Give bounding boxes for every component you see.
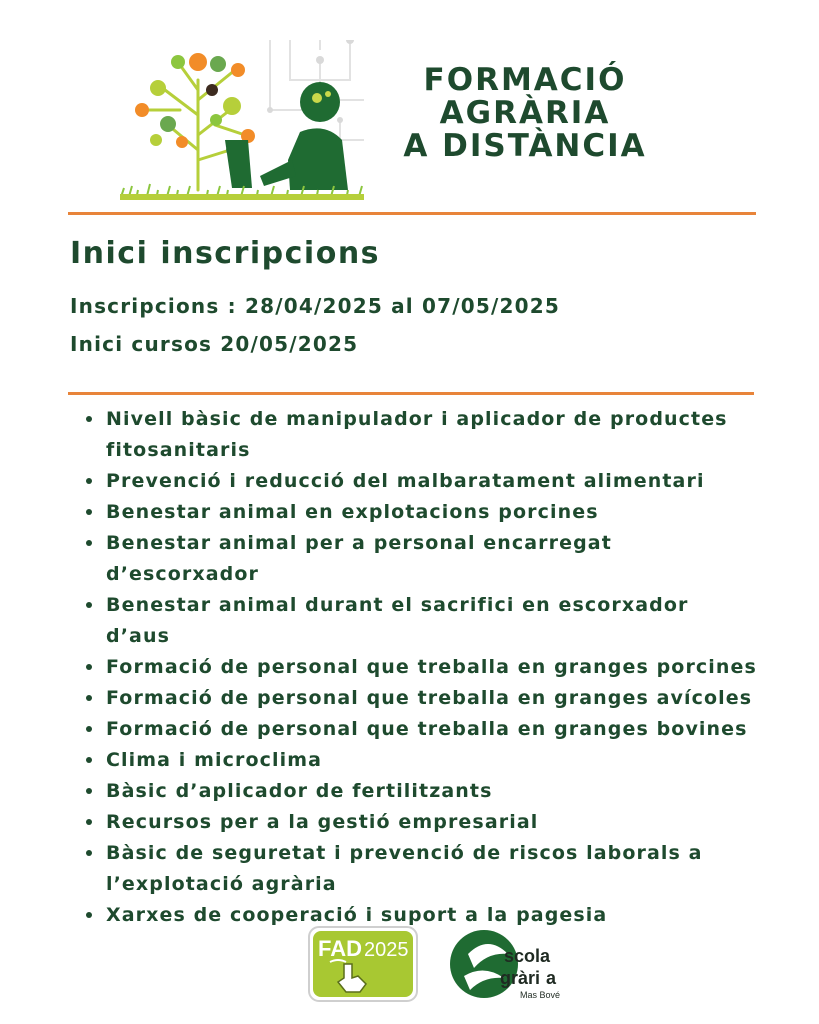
course-list (78, 404, 758, 931)
list-item: Formació de personal que treballa en granges porcines (78, 652, 758, 683)
list-item: Clima i microclima (78, 745, 758, 776)
fad2025-logo (308, 926, 418, 1002)
svg-text:a: a (546, 968, 557, 988)
escola-agraria-logo (448, 924, 564, 1006)
list-item: Benestar animal durant el sacrifici en escorxador d’aus (78, 590, 758, 652)
svg-text:gràri: gràri (500, 968, 541, 988)
list-item: Recursos per a la gestió empresarial (78, 807, 758, 838)
title-line-2: AGRÀRIA (439, 95, 611, 131)
title-line-3: A DISTÀNCIA (403, 128, 647, 164)
list-item: Prevenció i reducció del malbaratament alimentari (78, 466, 758, 497)
list-item: Benestar animal en explotacions porcines (78, 497, 758, 528)
svg-text:FAD: FAD (318, 936, 362, 961)
list-item: Benestar animal per a personal encarregat d’escorxador (78, 528, 758, 590)
page-title (380, 64, 670, 163)
dates-block (70, 294, 560, 370)
svg-text:scola: scola (504, 946, 551, 966)
registration-dates: Inscripcions : 28/04/2025 al 07/05/2025 (70, 294, 560, 318)
title-line-1: FORMACIÓ (423, 62, 627, 98)
courses-start-date: Inici cursos 20/05/2025 (70, 332, 359, 356)
list-item: Xarxes de cooperació i suport a la pagesia (78, 900, 758, 931)
tree-person-laptop-icon (120, 40, 364, 200)
list-item: Nivell bàsic de manipulador i aplicador de productes fitosanitaris (78, 404, 758, 466)
svg-text:2025: 2025 (364, 939, 409, 961)
list-item: Bàsic de seguretat i prevenció de riscos laborals a l’explotació agrària (78, 838, 758, 900)
middle-divider (68, 392, 754, 395)
svg-text:Mas Bové: Mas Bové (520, 990, 561, 1000)
list-item: Bàsic d’aplicador de fertilitzants (78, 776, 758, 807)
list-item: Formació de personal que treballa en granges bovines (78, 714, 758, 745)
top-divider (68, 212, 756, 215)
list-item: Formació de personal que treballa en granges avícoles (78, 683, 758, 714)
section-heading: Inici inscripcions (70, 236, 381, 271)
